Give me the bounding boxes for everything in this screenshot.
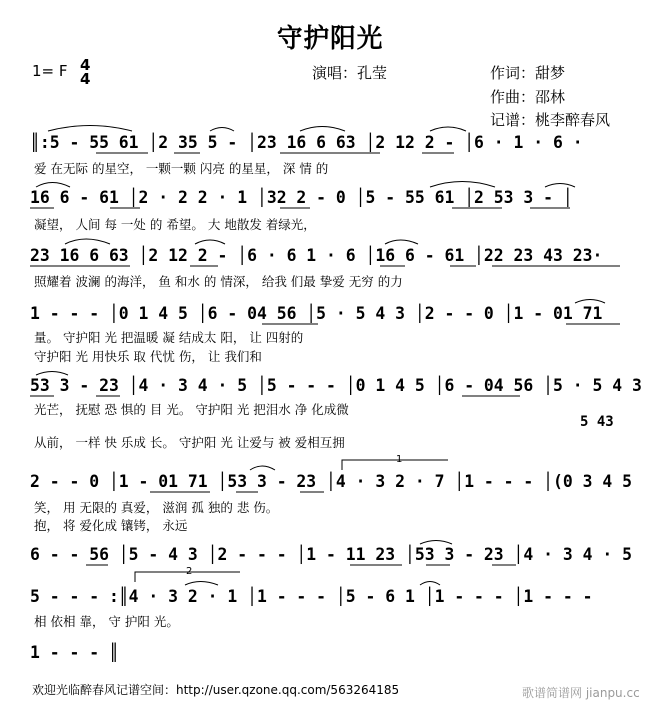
slur bbox=[195, 240, 225, 244]
volta-2-bracket bbox=[135, 572, 240, 582]
notes-line-4: 1 - - - │0 1 4 5 │6 - 04 56 │5 · 5 4 3 │2 - - 0 │1 - 01 71 bbox=[30, 304, 603, 323]
lyrics-line-8: 相 依相 靠， 守 护阳 光。 bbox=[34, 614, 179, 629]
lyrics-line-6: 笑， 用 无限的 真爱， 滋润 孤 独的 悲 伤。 bbox=[34, 500, 279, 515]
lyrics-line-2: 凝望， 人间 每 一处 的 希望。 大 地散发 着绿光， bbox=[34, 217, 316, 232]
slur bbox=[575, 300, 605, 304]
lyrics-line-4b: 守护阳 光 用快乐 取 代忧 伤， 让 我们和 bbox=[34, 349, 262, 364]
slur bbox=[250, 466, 275, 470]
slur bbox=[385, 240, 418, 244]
slur bbox=[65, 239, 110, 244]
slur bbox=[48, 126, 132, 132]
composer: 作曲：邵林 bbox=[490, 88, 566, 106]
notes-line-9: 1 - - - ║ bbox=[30, 643, 119, 662]
song-title: 守护阳光 bbox=[276, 24, 384, 54]
extra-notes: 5 43 bbox=[580, 414, 614, 430]
singer: 演唱：孔莹 bbox=[312, 64, 388, 82]
lyrics-line-5: 光芒， 抚慰 恐 惧的 目 光。 守护阳 光 把泪水 净 化成微 bbox=[34, 402, 349, 417]
notes-line-7: 6 - - 56 │5 - 4 3 │2 - - - │1 - 11 23 │53 3 - 23 │4 · 3 4 · 5 bbox=[30, 545, 632, 564]
time-signature-bottom: 4 bbox=[80, 70, 91, 88]
notes-line-6: 2 - - 0 │1 - 01 71 │53 3 - 23 │4 · 3 2 · 7 │1 - - - │(0 3 4 5 bbox=[30, 472, 632, 491]
notes-line-8: 5 - - - :║4 · 3 2 · 1 │1 - - - │5 - 6 1 │1 - - - │1 - - - bbox=[30, 587, 593, 606]
slur bbox=[420, 582, 440, 586]
lyrics-line-3: 照耀着 波澜 的海洋， 鱼 和水 的 情深， 给我 们最 挚爱 无穷 的力 bbox=[34, 274, 403, 289]
slur bbox=[420, 541, 452, 545]
volta-1-label: 1 bbox=[396, 454, 403, 465]
key-signature: 1= F bbox=[32, 62, 68, 80]
slur bbox=[210, 128, 234, 132]
watermark: 歌谱简谱网 jianpu.cc bbox=[522, 686, 640, 700]
slur bbox=[300, 127, 345, 132]
slur bbox=[430, 182, 495, 188]
lyrics-line-4: 量。 守护阳 光 把温暖 凝 结成太 阳， 让 四射的 bbox=[34, 330, 304, 345]
slur bbox=[185, 582, 218, 586]
footer-text: 欢迎光临醉春风记谱空间：http://user.qzone.qq.com/563264185 bbox=[32, 683, 400, 697]
slur bbox=[36, 183, 70, 188]
lyrics-line-1: 爱 在无际 的星空， 一颗一颗 闪亮 的星星， 深 情 的 bbox=[34, 161, 329, 176]
slur bbox=[545, 184, 575, 188]
slur bbox=[430, 127, 466, 131]
lyrics-line-6b: 抱， 将 爱化成 镶铐， 永远 bbox=[34, 518, 188, 533]
notes-line-5: 53 3 - 23 │4 · 3 4 · 5 │5 - - - │0 1 4 5 │6 - 04 56 │5 · 5 4 3 bbox=[30, 376, 642, 395]
transcriber: 记谱：桃李醉春风 bbox=[490, 111, 611, 129]
volta-2-label: 2 bbox=[186, 566, 193, 577]
time-signature-top: 4 bbox=[80, 56, 91, 74]
notes-line-2: 16 6 - 61 │2 · 2 2 · 1 │32 2 - 0 │5 - 55 61 │2 53 3 - │ bbox=[30, 188, 573, 207]
notes-line-1: ║:5 - 55 61 │2 35 5 - │23 16 6 63 │2 12 2 - │6 · 1 · 6 · bbox=[30, 133, 583, 152]
slur bbox=[36, 372, 68, 376]
lyricist: 作词：甜梦 bbox=[490, 64, 566, 82]
volta-1-bracket bbox=[342, 460, 448, 470]
notes-line-3: 23 16 6 63 │2 12 2 - │6 · 6 1 · 6 │16 6 - 61 │22 23 43 23· bbox=[30, 246, 603, 265]
lyrics-line-5b: 从前， 一样 快 乐成 长。 守护阳 光 让爱与 被 爱相互拥 bbox=[34, 435, 345, 450]
